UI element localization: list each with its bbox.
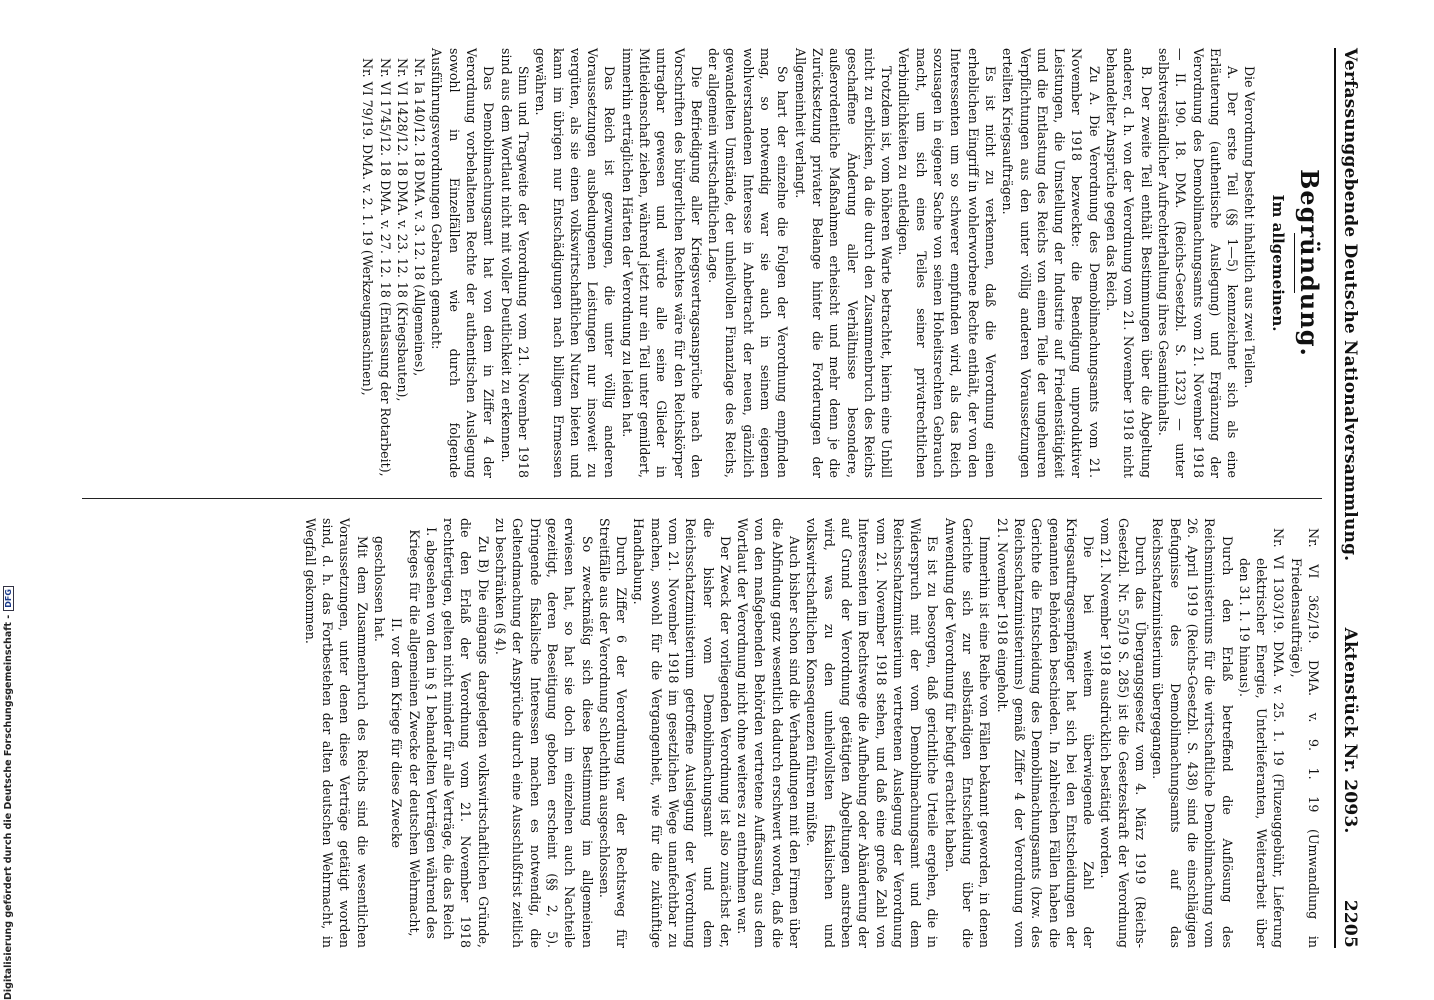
reference-item: Nr. VI 79/19. DMA. v. 2. 1. 19 (Werkzeugmaschinen), [360, 58, 376, 396]
closing-paragraphs [301, 518, 387, 948]
paragraph: Durch Ziffer 6 der Verordnung war der Rechtsweg für Streitfälle aus der Verordnung schlechthin ausgeschlossen. [596, 518, 630, 948]
numbered-clause: I. abgesehen von den in § 1 behandelten Verträgen während des Krieges für die allgemeinen Zwecke der deutschen Wehrmacht, [406, 527, 439, 939]
paragraph: Durch den Erlaß betreffend die Auflösung des Reichsministeriums für die wirtschaftliche Demobilmachung vom 26. April 1919 (Reichs-Gesetzbl. S. 438) sind die einschlägigen Befugnisse des Demobilmachungsamts auf das Reichsschatzministerium übergegangen. [1150, 518, 1235, 948]
header-document-number: Aktenstück Nr. 2093. [1340, 627, 1360, 834]
header-rule [1334, 48, 1336, 948]
page-header [1340, 48, 1374, 948]
numbered-clause: II. vor dem Kriege für diese Zwecke [389, 618, 405, 848]
page-number: 2205 [1340, 899, 1360, 948]
right-reference-list [1236, 518, 1322, 948]
document-title: Begründung. [1295, 169, 1324, 357]
reference-item: Nr. VI 1428/12. 18 DMA. v. 23. 12. 18 (Kriegsbauten), [394, 58, 410, 402]
paragraph: Auch bisher schon sind die Verhandlungen mit den Firmen über die Abfindung ganz wesentlich dadurch erschwert worden, daß die von den maßgebenden Behörden vertretene Auffassung aus dem Wortlaut der Verordnung nicht ohne weiteres zu entnehmen war. [735, 518, 803, 948]
reference-item: Nr. VI 1745/12. 18 DMA. v. 27. 12. 18 (Entlassung der Rotarbeit), [377, 58, 393, 477]
numbered-clauses [388, 518, 440, 948]
paragraph: Das Demobilmachungsamt hat von dem in Ziffer 4 der Verordnung vorbehaltenen Rechte der authentischen Auslegung sowohl in Einzelfällen wie durch folgende Ausführungsverordnungen Gebrauch gemacht: [429, 48, 497, 478]
section-heading: Im allgemeinen. [1268, 194, 1287, 332]
reference-item: Nr. Ia 140/12. 18 DMA. v. 3. 12. 18 (Allgemeines), [412, 58, 428, 377]
paragraph: Sinn und Tragweite der Verordnung vom 21. November 1918 sind aus dem Wortlaut nicht mit voller Deutlichkeit zu erkennen. [498, 48, 531, 478]
paragraph: Mit dem Zusammenbruch des Reichs sind die wesentlichen Voraussetzungen, unter denen diese Verträge getätigt worden sind, d. h. das Fortbestehen der alten deutschen Wehrmacht, in Wegfall gekommen. [302, 518, 370, 948]
paragraph: Es ist zu besorgen, daß gerichtliche Urteile ergehen, die in Widerspruch mit der vom Demobilmachungsamt und dem Reichsschatzministerium vertretenen Auslegung der Verordnung vom 21. November 1918 stehen, und daß eine große Zahl von Interessenten im Rechtswege die Aufhebung oder Abänderung der auf Grund der Verordnung getätigten Abgeltungen anstreben wird, was zu den unheilvollsten fiskalischen und volkswirtschaftlichen Konsequenzen führen müßte. [804, 518, 941, 948]
paragraph: Zu A. Die Verordnung des Demobilmachungsamts vom 21. November 1918 bezweckte: die Beendigung unproduktiver Leistungen, die Umstellung der Industrie auf Friedenstätigkeit und die Entlastung des Reichs von einem Teile der ungeheuren Verpflichtungen aus den unter völlig anderen Voraussetzungen erteilten Kriegsaufträgen. [1000, 48, 1102, 478]
paragraph: Immerhin ist eine Reihe von Fällen bekannt geworden, in denen Gerichte sich zur selbständigen Entscheidung über die Anwendung der Verordnung für befugt erachtet haben. [942, 518, 993, 948]
left-column [359, 48, 1322, 478]
document-page [54, 48, 1374, 948]
paragraph: Durch das Übergangsgesetz vom 4. März 1919 (Reichs-Gesetzbl. Nr. 55/19 S. 285) ist die Gesetzeskraft der Verordnung vom 21. November 1918 ausdrücklich bestätigt worden. [1098, 518, 1149, 948]
paragraph: Das Reich ist gezwungen, die unter völlig anderen Voraussetzungen ausbedungenen Leistungen nur insoweit zu vergüten, als sie einen volkswirtschaftlichen Nutzen bieten und kann im übrigen nur Entschädigungen nach billigem Ermessen gewähren. [533, 48, 618, 478]
paragraph: Die Verordnung besteht inhaltlich aus zwei Teilen. [1242, 66, 1258, 389]
paragraph: So hart der einzelne die Folgen der Verordnung empfinden mag, so notwendig war sie auch in seinem eigenen wohlverstandenen Interesse in Anbetracht der neuen, gänzlich gewandelten Umstände, der unheilvollen Finanzlage des Reichs, der allgemein wirtschaftlichen Lage. [706, 48, 791, 478]
right-column [301, 518, 1322, 948]
paragraph: Es ist nicht zu verkennen, daß die Verordnung einen erheblichen Eingriff in wohlerworbene Rechte enthält, der von den Interessenten um so schwerer empfunden wird, als das Reich sozusagen in eigener Sache von seinen Hoheitsrechten Gebrauch macht, um sich eines Teiles seiner privatrechtlichen Verbindlichkeiten zu entledigen. [896, 48, 998, 478]
paragraph: So zweckmäßig sich diese Bestimmung im allgemeinen erwiesen hat, so hat sie doch im einzelnen auch Nachteile gezeitigt, deren Beseitigung geboten erscheint (§§ 2, 5). Dringende fiskalische Interessen machen es notwendig, die Geltendmachung der Ansprüche durch eine Ausschlußfrist zeitlich zu beschränken (§ 4). [493, 518, 595, 948]
right-paragraphs [440, 518, 1236, 948]
paragraph: geschlossen hat. [371, 536, 387, 642]
paragraph: Trotzdem ist, vom höheren Warte betrachtet, hierin eine Unbill nicht zu erblicken, da die durch den Zusammenbruch des Reichs geschaffene Änderung aller Verhältnisse besondere, außerordentliche Maßnahmen erheischt und mehr denn je die Zurücksetzung privater Belange hinter die Forderungen der Allgemeinheit verlangt. [792, 48, 895, 478]
column-divider [82, 498, 1322, 499]
dfg-logo: DFG [3, 586, 14, 611]
credit-text: Digitalisierung gefördert durch die Deutsche Forschungsgemeinschaft - [2, 614, 14, 1000]
header-assembly-name: Verfassunggebende Deutsche Nationalversammlung. [1340, 48, 1360, 562]
reference-item: Nr. VI 1303/19. DMA. v. 25. 1. 19 (Fluzeuggebühr, Lieferung elektrischer Energie, Unterlieferanten, Weiterarbeit über den 31. 1. 19 hinaus). [1236, 528, 1287, 948]
paragraph: Die Befriedigung aller Kriegsvertragsansprüche nach den Vorschriften des bürgerlichen Rechtes wäre für den Reichskörper untragbar gewesen und würde alle seine Glieder in Mitleidenschaft ziehen, während jetzt nur ein Teil unter gemildert, immerhin erträglichen Härten der Verordnung zu leiden hat. [619, 48, 704, 478]
paragraph: B. Der zweite Teil enthält Bestimmungen über die Abgeltung anderer, d. h. von der Verordnung vom 21. November 1918 nicht behandelter Ansprüche gegen das Reich. [1104, 48, 1154, 478]
digitization-credit [2, 0, 14, 1000]
paragraph: Der Zweck der vorliegenden Verordnung ist also zunächst der, die bisher vom Demobilmachungsamt und dem Reichsschatzministerium getroffene Auslegung der Verordnung vom 21. November 1918 im gesetzlichen Wege unanfechtbar zu machen, sowohl für die Vergangenheit, wie für die zukünftige Handhabung. [631, 518, 733, 948]
paragraph: Zu B) Die eingangs dargelegten volkswirtschaftlichen Gründe, die den Erlaß der Verordnung vom 21. November 1918 rechtfertigen, gelten nicht minder für alle Verträge, die das Reich [441, 518, 491, 948]
left-reference-list [359, 48, 428, 478]
paragraph: A. Der erste Teil (§§ 1—5) kennzeichnet sich als eine Erläuterung (authentische Auslegung) und Ergänzung der Verordnung des Demobilmachungsamts vom 21. November 1918 — II. 190. 18. DMA. (Reichs-Gesetzbl. S. 1323) — unter selbstverständlicher Aufrechterhaltung ihres Gesamtinhalts. [1155, 48, 1241, 478]
left-paragraphs [428, 48, 1258, 478]
paragraph: Die bei weitem überwiegende Zahl der Kriegsauftragsempfänger hat sich bei den Entscheidungen der genannten Behörden beschieden. In zahlreichen Fällen haben die Gerichte die Entscheidung des Demobilmachungsamts (bzw. des Reichsschatzministeriums) gemäß Ziffer 4 der Verordnung vom 21. November 1918 eingeholt. [994, 518, 1097, 948]
reference-item: Nr. VI 362/19. DMA. v. 9. 1. 19 (Umwandlung in Friedensaufträge), [1288, 528, 1321, 948]
